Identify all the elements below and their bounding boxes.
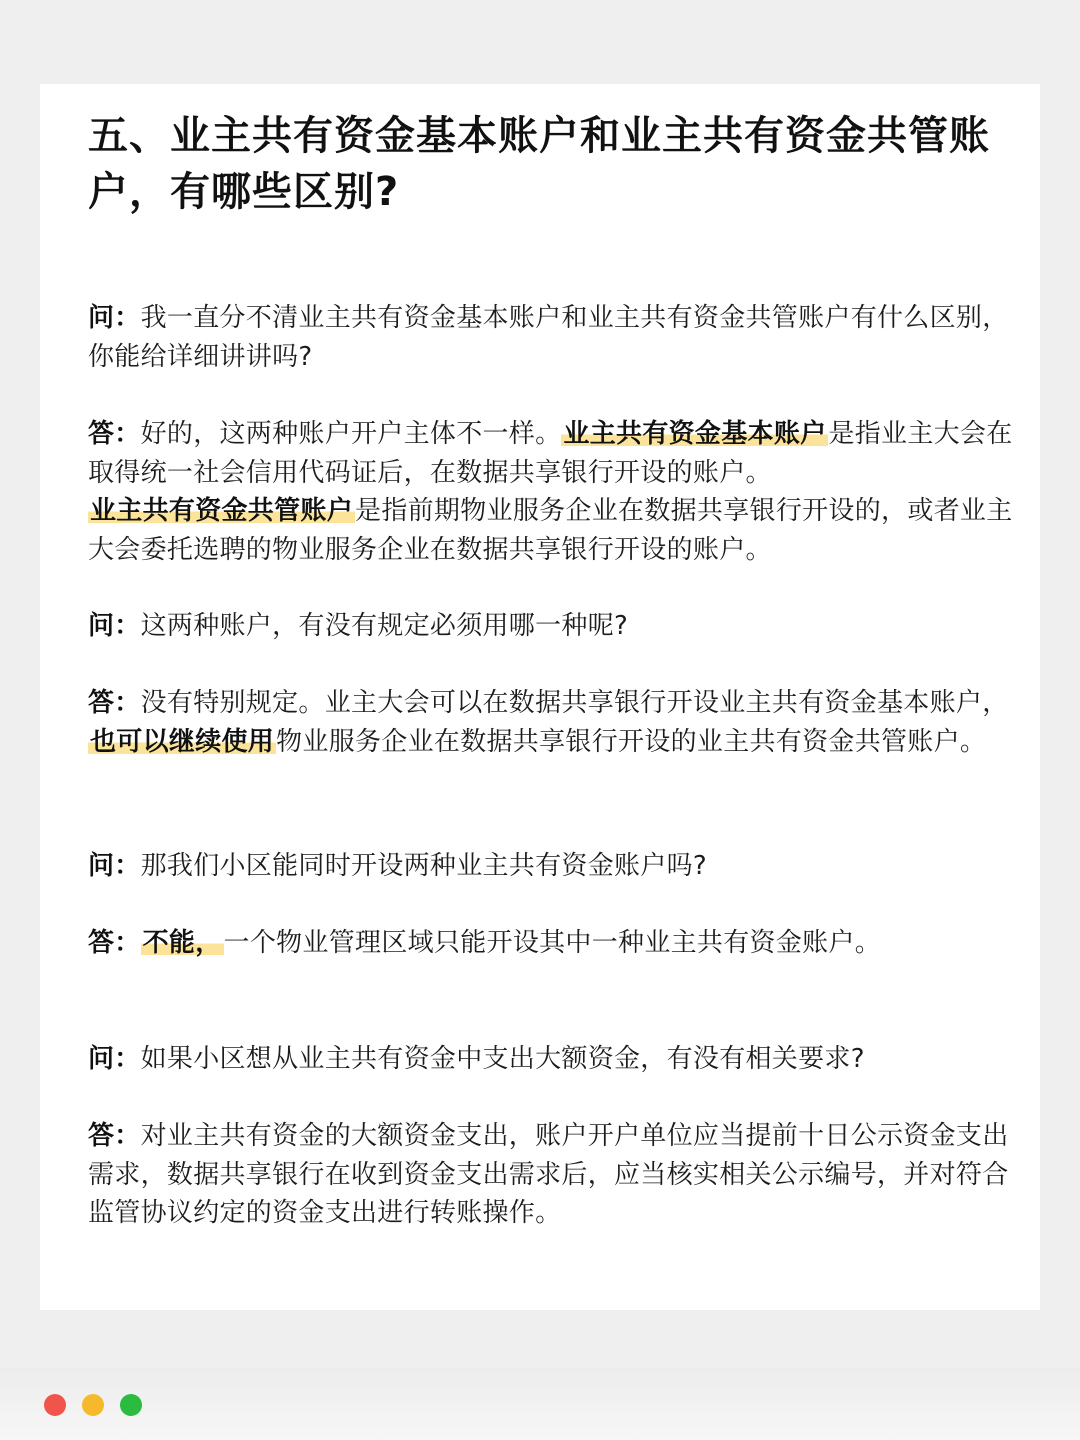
question-1 [88,299,1018,376]
answer-text: 是指前期物业服务企业在数据共享银行开设的，或者业主大会委托选聘的物业服务企业在数据共享银行开设的账户。 [88,496,1013,565]
answer-3 [88,924,1018,963]
question-text: 如果小区想从业主共有资金中支出大额资金，有没有相关要求? [140,1044,865,1074]
question-text: 那我们小区能同时开设两种业主共有资金账户吗? [140,851,708,881]
answer-text: 没有特别规定。业主大会可以在数据共享银行开设业主共有资金基本账户， [140,688,1009,718]
highlight-continue-use: 也可以继续使用 [90,726,275,757]
highlight-basic-account: 业主共有资金基本账户 [563,419,827,449]
answer-text: 对业主共有资金的大额资金支出，账户开户单位应当提前十日公示资金支出需求，数据共享银行在收到资金支出需求后，应当核实相关公示编号，并对符合监管协议约定的资金支出进行转账操作。 [88,1121,1009,1228]
answer-text: 是指业主大会在取得统一社会信用代码证后，在数据共享银行开设的账户。 [88,419,1013,488]
answer-2 [88,684,1018,761]
highlight-cannot: 不能， [142,928,222,958]
answer-label: 答： [88,419,141,449]
minimize-window-dot-icon[interactable] [82,1394,104,1416]
answer-label: 答： [88,1121,141,1151]
page-title: 五、业主共有资金基本账户和业主共有资金共管账户，有哪些区别? [88,113,990,215]
answer-text: 好的，这两种账户开户主体不一样。 [140,419,562,449]
highlight-joint-account: 业主共有资金共管账户 [90,496,354,526]
question-label: 问： [88,1044,141,1074]
question-3 [88,847,1018,886]
question-label: 问： [88,611,141,641]
answer-1 [88,415,1018,569]
answer-text: 一个物业管理区域只能开设其中一种业主共有资金账户。 [223,928,882,958]
answer-label: 答： [88,688,141,718]
question-text: 我一直分不清业主共有资金基本账户和业主共有资金共管账户有什么区别，你能给详细讲讲吗? [88,303,1009,372]
maximize-window-dot-icon[interactable] [120,1394,142,1416]
question-2 [88,607,1018,646]
window-bottom-bar [0,1368,1080,1440]
question-label: 问： [88,303,141,333]
answer-text: 物业服务企业在数据共享银行开设的业主共有资金共管账户。 [276,726,987,757]
answer-label: 答： [88,928,141,958]
answer-4 [88,1117,1018,1233]
close-window-dot-icon[interactable] [44,1394,66,1416]
question-text: 这两种账户，有没有规定必须用哪一种呢? [140,611,629,641]
question-4 [88,1040,1018,1079]
question-label: 问： [88,851,141,881]
content-card [40,84,1040,1310]
